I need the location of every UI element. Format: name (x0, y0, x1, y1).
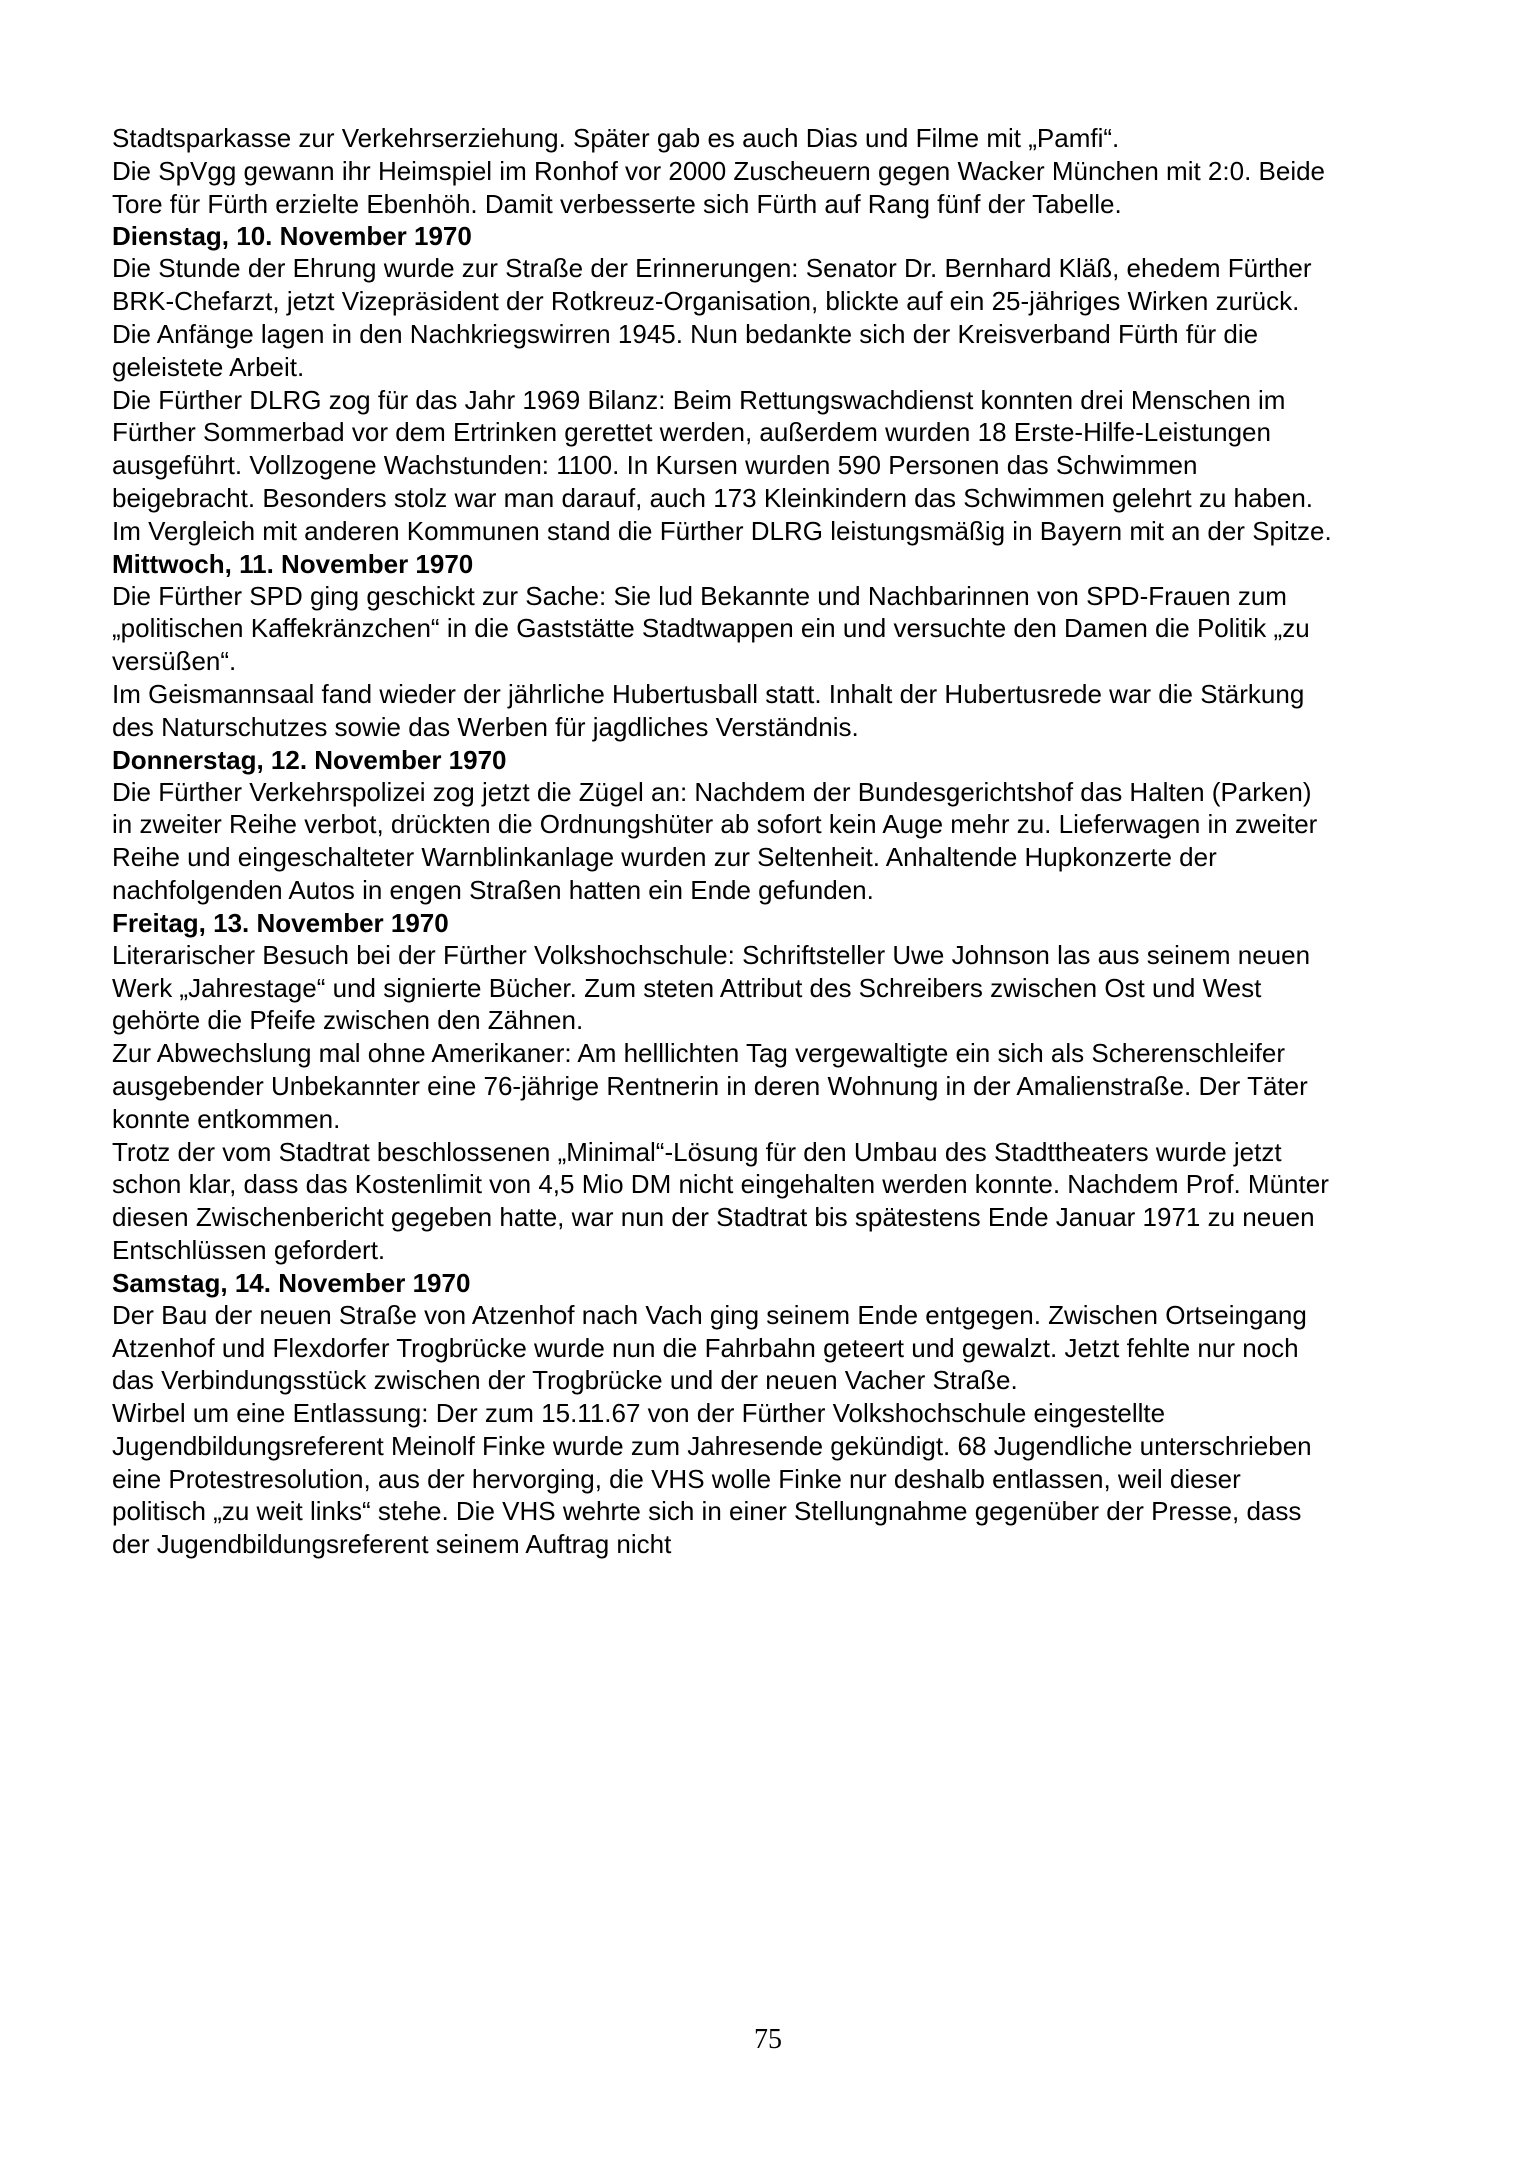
paragraph: Stadtsparkasse zur Verkehrserziehung. Später gab es auch Dias und Filme mit „Pamfi“. (112, 123, 1120, 153)
paragraph: Zur Abwechslung mal ohne Amerikaner: Am helllichten Tag vergewaltigte ein sich als Scherenschleifer ausgebender Unbekannter eine 76-jährige Rentnerin in deren Wohnung in der Amalienstraße. Der Täter konnte entkommen. (112, 1038, 1308, 1134)
paragraph: Der Bau der neuen Straße von Atzenhof nach Vach ging seinem Ende entgegen. Zwischen Ortseingang Atzenhof und Flexdorfer Trogbrücke wurde nun die Fahrbahn geteert und gewalzt. Jetzt fehlte nur noch das Verbindungsstück zwischen der Trogbrücke und der neuen Vacher Straße. (112, 1299, 1307, 1396)
day-section-mittwoch (112, 548, 1334, 744)
paragraph: Die Fürther DLRG zog für das Jahr 1969 Bilanz: Beim Rettungswachdienst konnten drei Menschen im Fürther Sommerbad vor dem Ertrinken gerettet werden, außerdem wurden 18 Erste-Hilfe-Leistungen ausgeführt. Vollzogene Wachstunden: 1100. In Kursen wurden 590 Personen das Schwimmen beigebracht. Besonders stolz war man darauf, auch 173 Kleinkindern das Schwimmen gelehrt zu haben. Im Vergleich mit anderen Kommunen stand die Fürther DLRG leistungsmäßig in Bayern mit an der Spitze. (112, 384, 1332, 546)
paragraph: Trotz der vom Stadtrat beschlossenen „Minimal“-Lösung für den Umbau des Stadttheaters wurde jetzt schon klar, dass das Kostenlimit von 4,5 Mio DM nicht eingehalten werden konnte. Nachdem Prof. Münter diesen Zwischenbericht gegeben hatte, war nun der Stadtrat bis spätestens Ende Januar 1971 zu neuen Entschlüssen gefordert. (112, 1136, 1329, 1265)
day-heading: Freitag, 13. November 1970 (112, 907, 449, 938)
day-heading: Donnerstag, 12. November 1970 (112, 744, 507, 775)
paragraph: Die SpVgg gewann ihr Heimspiel im Ronhof vor 2000 Zuscheuern gegen Wacker München mit 2:0. Beide Tore für Fürth erzielte Ebenhöh. Damit verbesserte sich Fürth auf Rang fünf der Tabelle. (112, 155, 1326, 219)
day-heading: Dienstag, 10. November 1970 (112, 221, 472, 252)
day-heading: Samstag, 14. November 1970 (112, 1267, 471, 1298)
paragraph: Die Fürther Verkehrspolizei zog jetzt die Zügel an: Nachdem der Bundesgerichtshof das Halten (Parken) in zweiter Reihe verbot, drückten die Ordnungshüter ab sofort kein Auge mehr zu. Lieferwagen in zweiter Reihe und eingeschalteter Warnblinkanlage wurden zur Seltenheit. Anhaltende Hupkonzerte der nachfolgenden Autos in engen Straßen hatten ein Ende gefunden. (112, 776, 1318, 905)
page-content (112, 122, 1334, 1561)
day-section-donnerstag (112, 744, 1334, 907)
day-section-freitag (112, 907, 1334, 1267)
intro-section (112, 122, 1334, 220)
day-heading: Mittwoch, 11. November 1970 (112, 548, 474, 579)
day-section-samstag (112, 1267, 1334, 1561)
paragraph: Die Stunde der Ehrung wurde zur Straße der Erinnerungen: Senator Dr. Bernhard Kläß, ehedem Fürther BRK-Chefarzt, jetzt Vizepräsident der Rotkreuz-Organisation, blickte auf ein 25-jähriges Wirken zurück. Die Anfänge lagen in den Nachkriegswirren 1945. Nun bedankte sich der Kreisverband Fürth für die geleistete Arbeit. (112, 253, 1312, 382)
paragraph: Die Fürther SPD ging geschickt zur Sache: Sie lud Bekannte und Nachbarinnen von SPD-Frauen zum „politischen Kaffekränzchen“ in die Gaststätte Stadtwappen ein und versuchte den Damen die Politik „zu versüßen“. (112, 580, 1310, 677)
page-number: 75 (754, 2024, 782, 2055)
day-section-dienstag (112, 220, 1334, 547)
paragraph: Im Geismannsaal fand wieder der jährliche Hubertusball statt. Inhalt der Hubertusrede war die Stärkung des Naturschutzes sowie das Werben für jagdliches Verständnis. (112, 678, 1305, 742)
paragraph: Wirbel um eine Entlassung: Der zum 15.11.67 von der Fürther Volkshochschule eingestellte Jugendbildungsreferent Meinolf Finke wurde zum Jahresende gekündigt. 68 Jugendliche unterschrieben eine Protestresolution, aus der hervorging, die VHS wolle Finke nur deshalb entlassen, weil dieser politisch „zu weit links“ stehe. Die VHS wehrte sich in einer Stellungnahme gegenüber der Presse, dass der Jugendbildungsreferent seinem Auftrag nicht (112, 1398, 1312, 1560)
paragraph: Literarischer Besuch bei der Fürther Volkshochschule: Schriftsteller Uwe Johnson las aus seinem neuen Werk „Jahrestage“ und signierte Bücher. Zum steten Attribut des Schreibers zwischen Ost und West gehörte die Pfeife zwischen den Zähnen. (112, 939, 1311, 1036)
